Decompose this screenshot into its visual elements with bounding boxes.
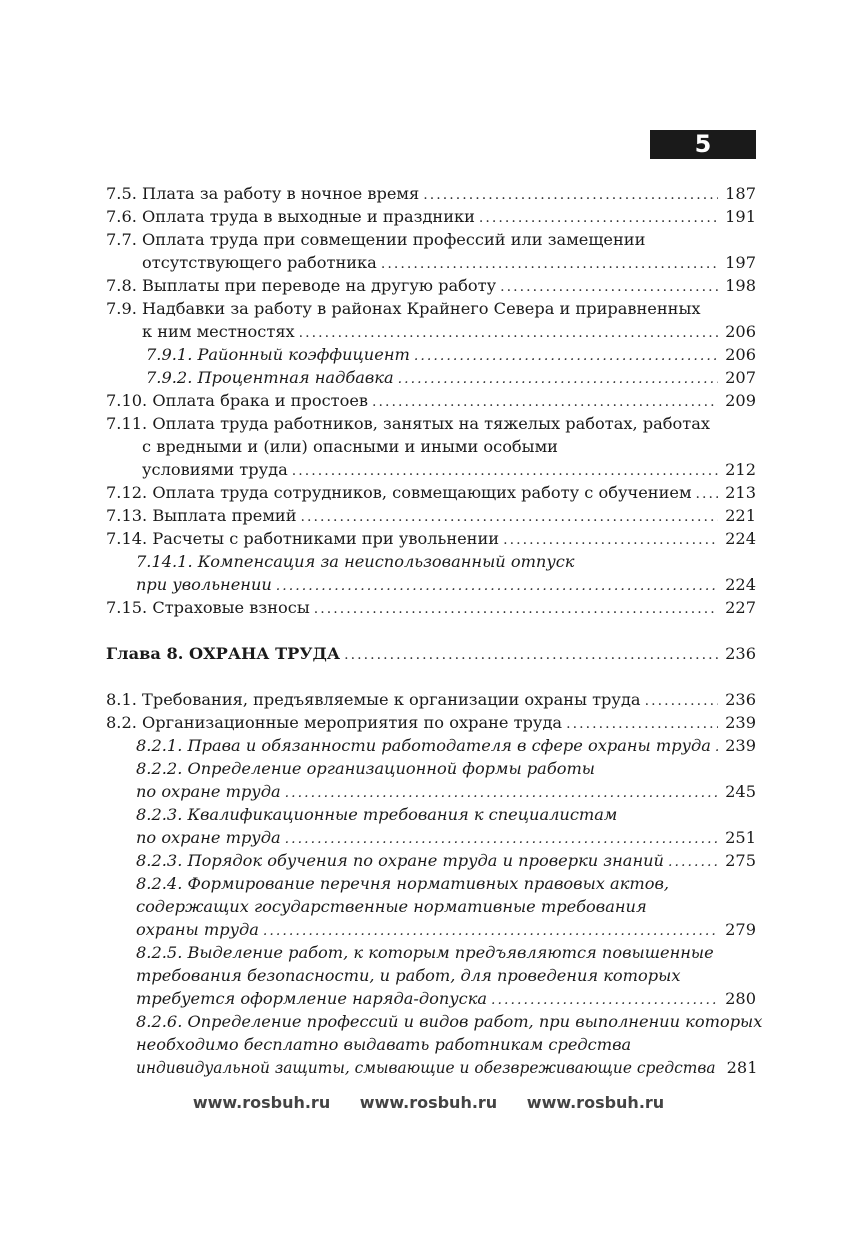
footer-links [0, 1093, 857, 1112]
toc-subentry[interactable] [106, 1056, 756, 1079]
toc-entry-page: 239 [725, 736, 756, 755]
toc-entry[interactable] [106, 481, 756, 504]
toc-entry-label: 8.2.6. Определение профессий и видов работ, при выполнении которых [136, 1012, 763, 1031]
toc-entry[interactable] [106, 596, 756, 619]
table-of-contents [106, 182, 763, 1079]
leader-dots [292, 460, 718, 483]
toc-entry[interactable] [106, 205, 756, 228]
toc-entry[interactable] [106, 527, 756, 550]
toc-entry-label: необходимо бесплатно выдавать работникам средства [136, 1035, 632, 1054]
toc-entry[interactable] [106, 182, 756, 205]
toc-entry-label: 8.2.5. Выделение работ, к которым предъявляются повышенные [136, 943, 714, 962]
leader-dots [372, 391, 718, 414]
leader-dots [423, 184, 718, 207]
toc-entry-line[interactable] [106, 435, 756, 458]
toc-subentry-line[interactable] [106, 941, 756, 964]
toc-subentry-line[interactable] [106, 1033, 756, 1056]
leader-dots [668, 851, 718, 874]
toc-entry-page: 245 [725, 782, 756, 801]
leader-dots [398, 368, 718, 391]
leader-dots [285, 828, 718, 851]
toc-subentry[interactable] [106, 734, 756, 757]
leader-dots [566, 713, 718, 736]
toc-entry[interactable] [106, 320, 756, 343]
toc-subentry-line[interactable] [106, 757, 756, 780]
toc-entry-label: 7.10. Оплата брака и простоев [106, 391, 369, 410]
toc-entry-line[interactable] [106, 228, 756, 251]
toc-entry-label: требуется оформление наряда-допуска [136, 989, 488, 1008]
toc-entry-label: 7.9.2. Процентная надбавка [146, 368, 394, 387]
toc-entry-label: 8.2.4. Формирование перечня нормативных правовых актов, [136, 874, 670, 893]
toc-entry-page: 251 [725, 828, 756, 847]
toc-subentry-line[interactable] [106, 872, 756, 895]
toc-entry-page: 187 [725, 184, 756, 203]
toc-entry-page: 224 [725, 529, 756, 548]
toc-subentry-line[interactable] [106, 550, 756, 573]
leader-dots [285, 782, 718, 805]
toc-entry-page: 279 [725, 920, 756, 939]
toc-entry-label: 7.11. Оплата труда работников, занятых на тяжелых работах, работах [106, 414, 711, 433]
toc-entry-label: по охране труда [136, 828, 281, 847]
toc-entry-page: 275 [725, 851, 756, 870]
toc-entry-page: 280 [725, 989, 756, 1008]
toc-entry-label: 7.15. Страховые взносы [106, 598, 310, 617]
toc-subentry[interactable] [106, 826, 756, 849]
toc-entry[interactable] [106, 688, 756, 711]
page-number-badge: 5 [650, 130, 756, 159]
toc-entry-page: 281 [726, 1058, 758, 1077]
leader-dots [479, 207, 718, 230]
toc-entry-label: 7.14.1. Компенсация за неиспользованный отпуск [136, 552, 575, 571]
toc-entry[interactable] [106, 458, 756, 481]
leader-dots [263, 920, 718, 943]
toc-entry-label: 7.9.1. Районный коэффициент [146, 345, 410, 364]
leader-dots [500, 276, 718, 299]
toc-entry-page: 236 [725, 690, 756, 709]
toc-entry-page: 236 [725, 644, 756, 663]
toc-entry-page: 206 [725, 322, 756, 341]
toc-entry-label: 7.14. Расчеты с работниками при увольнении [106, 529, 500, 548]
leader-dots [299, 322, 718, 345]
toc-entry-label: 7.7. Оплата труда при совмещении профессий или замещении [106, 230, 646, 249]
toc-entry-label: 7.13. Выплата премий [106, 506, 297, 525]
toc-entry-page: 209 [725, 391, 756, 410]
toc-entry-label: 8.2.1. Права и обязанности работодателя в сфере охраны труда [136, 736, 711, 755]
footer-link[interactable]: www.rosbuh.ru [192, 1093, 331, 1112]
toc-entry-line[interactable] [106, 297, 756, 320]
toc-entry-page: 198 [725, 276, 756, 295]
toc-entry-label: 7.8. Выплаты при переводе на другую работу [106, 276, 497, 295]
toc-entry-label: 7.6. Оплата труда в выходные и праздники [106, 207, 475, 226]
toc-subentry-line[interactable] [106, 964, 756, 987]
toc-subentry[interactable] [106, 918, 756, 941]
toc-entry[interactable] [106, 389, 756, 412]
toc-chapter-label: Глава 8. ОХРАНА ТРУДА [106, 644, 341, 663]
footer-link[interactable]: www.rosbuh.ru [526, 1093, 665, 1112]
toc-entry-label: 8.2.3. Порядок обучения по охране труда и проверки знаний [136, 851, 664, 870]
toc-entry-label: 8.1. Требования, предъявляемые к организации охраны труда [106, 690, 641, 709]
toc-subentry[interactable] [106, 780, 756, 803]
toc-entry-page: 191 [725, 207, 756, 226]
toc-entry-label: охраны труда [136, 920, 259, 939]
toc-entry-page: 197 [725, 253, 756, 272]
toc-entry-label: содержащих государственные нормативные требования [136, 897, 647, 916]
toc-entry-page: 224 [725, 575, 756, 594]
toc-entry-page: 227 [725, 598, 756, 617]
toc-entry-label: требования безопасности, и работ, для проведения которых [136, 966, 681, 985]
toc-subentry-line[interactable] [106, 895, 756, 918]
leader-dots [381, 253, 718, 276]
toc-entry-label: индивидуальной защиты, смывающие и обезвреживающие средства [136, 1059, 716, 1077]
toc-entry-line[interactable] [106, 412, 756, 435]
leader-dots [503, 529, 718, 552]
toc-entry-page: 221 [725, 506, 756, 525]
toc-entry-label: 7.12. Оплата труда сотрудников, совмещающих работу с обучением [106, 483, 692, 502]
toc-subentry[interactable] [106, 573, 756, 596]
toc-entry-label: 7.5. Плата за работу в ночное время [106, 184, 420, 203]
toc-entry-label: к ним местностях [142, 322, 295, 341]
toc-entry-label: 7.9. Надбавки за работу в районах Крайнего Севера и приравненных [106, 299, 701, 318]
toc-entry[interactable] [106, 504, 756, 527]
toc-entry-label: 8.2. Организационные мероприятия по охране труда [106, 713, 563, 732]
toc-entry-label: 8.2.3. Квалификационные требования к специалистам [136, 805, 618, 824]
leader-dots [491, 989, 718, 1012]
leader-dots [276, 575, 718, 598]
toc-subentry-line[interactable] [106, 803, 756, 826]
leader-dots [314, 598, 718, 621]
toc-entry-label: по охране труда [136, 782, 281, 801]
toc-entry[interactable] [106, 711, 756, 734]
leader-dots [696, 483, 718, 506]
toc-entry-page: 213 [725, 483, 756, 502]
toc-chapter-entry[interactable] [106, 642, 756, 665]
toc-entry-label: отсутствующего работника [142, 253, 377, 272]
toc-entry-label: с вредными и (или) опасными и иными особыми [142, 437, 558, 456]
leader-dots [715, 736, 718, 759]
footer-link[interactable]: www.rosbuh.ru [359, 1093, 498, 1112]
toc-entry-page: 207 [725, 368, 756, 387]
toc-subentry[interactable] [106, 366, 756, 389]
toc-subentry[interactable] [106, 343, 756, 366]
toc-entry-label: условиями труда [142, 460, 288, 479]
toc-entry-page: 206 [725, 345, 756, 364]
leader-dots [344, 644, 718, 667]
toc-entry[interactable] [106, 251, 756, 274]
toc-entry-label: при увольнении [136, 575, 272, 594]
toc-subentry[interactable] [106, 987, 756, 1010]
leader-dots [301, 506, 719, 529]
toc-entry[interactable] [106, 274, 756, 297]
toc-entry-label: 8.2.2. Определение организационной формы работы [136, 759, 595, 778]
toc-entry-page: 239 [725, 713, 756, 732]
toc-subentry-line[interactable] [106, 1010, 763, 1033]
toc-entry-page: 212 [725, 460, 756, 479]
leader-dots [645, 690, 718, 713]
toc-subentry[interactable] [106, 849, 756, 872]
leader-dots [414, 345, 718, 368]
